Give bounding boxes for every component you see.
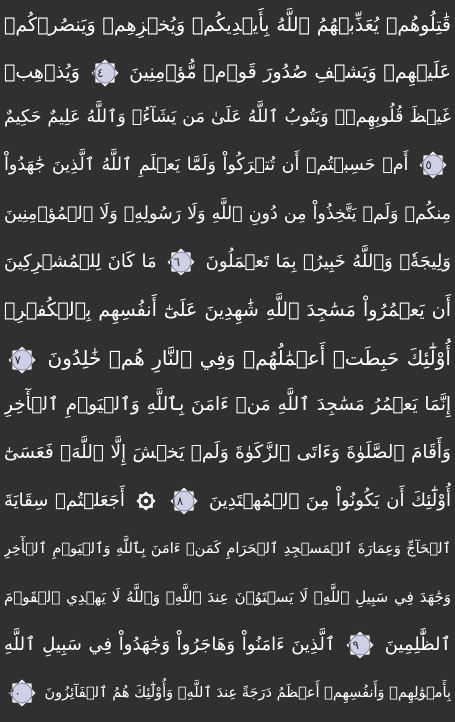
verse-end-marker: [346, 631, 374, 659]
verse-text: أُوْلَٰٓئِكَ أَن يَكُونُواْ مِنَ ٱلۡمُهۡتَدِينَ: [209, 490, 451, 511]
sajda-prostration-icon: [135, 490, 157, 512]
verse-number: ١٤: [90, 65, 104, 80]
verse-line: [4, 5, 451, 45]
verse-end-marker: [419, 151, 447, 179]
verse-end-marker: [170, 487, 198, 515]
verse-text: أُوْلَٰٓئِكَ حَبِطَتۡ أَعۡمَٰلُهُمۡ وَفِي ٱلنَّارِ هُمۡ خَٰلِدُونَ: [47, 346, 451, 370]
verse-text: غَيۡظَ قُلُوبِهِمۡۗ وَيَتُوبُ ٱللَّهُ عَلَىٰ مَن يَشَآءُۗ وَٱللَّهُ عَلِيمٌ حَكِيمٌ: [4, 107, 451, 127]
verse-end-marker: [167, 248, 195, 276]
verse-line: [4, 385, 451, 425]
verse-number: ١٨: [170, 494, 184, 508]
verse-line: [4, 52, 451, 92]
verse-text: عَلَيۡهِمۡ وَيَشۡفِ صُدُورَ قَوۡمٖ مُّؤۡمِنِينَ: [129, 61, 451, 83]
verse-text: وَجَٰهَدَ فِي سَبِيلِ ٱللَّهِۚ لَا يَسۡتَوُۥنَ عِندَ ٱللَّهِۗ وَٱللَّهُ لَا يَهۡدِي ٱلۡقَوۡمَ: [4, 588, 451, 606]
verse-end-marker: [8, 346, 36, 374]
verse-line: [4, 577, 451, 617]
verse-end-marker: [8, 679, 36, 707]
verse-line: [4, 97, 451, 137]
verse-number: ١٥: [418, 158, 432, 172]
verse-number: ٢٠: [7, 686, 21, 700]
verse-text: أَجَعَلۡتُمۡ سِقَايَةَ: [4, 490, 125, 511]
verse-text: ٱلظَّٰلِمِينَ: [384, 634, 451, 655]
verse-line: [4, 338, 451, 378]
verse-text: أَمۡ حَسِبۡتُمۡ أَن تُتۡرَكُواْ وَلَمَّا يَعۡلَمِ ٱللَّهُ ٱلَّذِينَ جَٰهَدُواْ: [4, 155, 409, 175]
verse-text: وَيُذۡهِبۡ: [4, 61, 80, 83]
verse-number: ١٩: [346, 638, 359, 652]
verse-text: ٱلۡحَآجِّ وَعِمَارَةَ ٱلۡمَسۡجِدِ ٱلۡحَرَامِ كَمَنۡ ءَامَنَ بِٱللَّهِ وَٱلۡيَوۡمِ ٱلۡأٓخِرِ: [4, 541, 451, 557]
verse-line: [4, 145, 451, 185]
verse-number: ١٦: [167, 255, 181, 269]
verse-line: [4, 242, 451, 282]
verse-text: بِأَمۡوَٰلِهِمۡ وَأَنفُسِهِمۡ أَعۡظَمُ دَرَجَةً عِندَ ٱللَّهِۚ وَأُوْلَٰٓئِكَ هُمُ ٱلۡفَآئِزُونَ: [44, 685, 451, 701]
verse-text: مِنكُمۡ وَلَمۡ يَتَّخِذُواْ مِن دُونِ ٱللَّهِ وَلَا رَسُولِهِۦ وَلَا ٱلۡمُؤۡمِنِينَ: [4, 204, 451, 224]
verse-number: ١٧: [8, 352, 21, 367]
verse-text: مَا كَانَ لِلۡمُشۡرِكِينَ: [4, 251, 157, 272]
verse-text: ٱلَّذِينَ ءَامَنُواْ وَهَاجَرُواْ وَجَٰهَدُواْ فِي سَبِيلِ ٱللَّهِ: [4, 634, 336, 655]
verse-text: وَأَقَامَ ٱلصَّلَوٰةَ وَءَاتَى ٱلزَّكَوٰةَ وَلَمۡ يَخۡشَ إِلَّا ٱللَّهَۖ فَعَسَىٰٓ: [4, 442, 451, 463]
verse-line: [4, 481, 451, 521]
verse-line: [4, 529, 451, 569]
verse-line: [4, 290, 451, 330]
verse-end-marker: [91, 59, 119, 87]
verse-line: [4, 673, 451, 713]
verse-line: [4, 433, 451, 473]
verse-text: إِنَّمَا يَعۡمُرُ مَسَٰجِدَ ٱللَّهِ مَنۡ ءَامَنَ بِٱللَّهِ وَٱلۡيَوۡمِ ٱلۡأٓخِرِ: [4, 394, 451, 415]
verse-line: [4, 625, 451, 665]
verse-line: [4, 194, 451, 234]
verse-text: أَن يَعۡمُرُواْ مَسَٰجِدَ ٱللَّهِ شَٰهِدِينَ عَلَىٰٓ أَنفُسِهِم بِٱلۡكُفۡرِۚ: [4, 299, 451, 321]
verse-text: وَلِيجَةٗۚ وَٱللَّهُ خَبِيرُۢ بِمَا تَعۡمَلُونَ: [205, 251, 451, 272]
verse-text: قَٰتِلُوهُمۡ يُعَذِّبۡهُمُ ٱللَّهُ بِأَيۡدِيكُمۡ وَيُخۡزِهِمۡ وَيَنصُرۡكُمۡ: [4, 14, 451, 36]
